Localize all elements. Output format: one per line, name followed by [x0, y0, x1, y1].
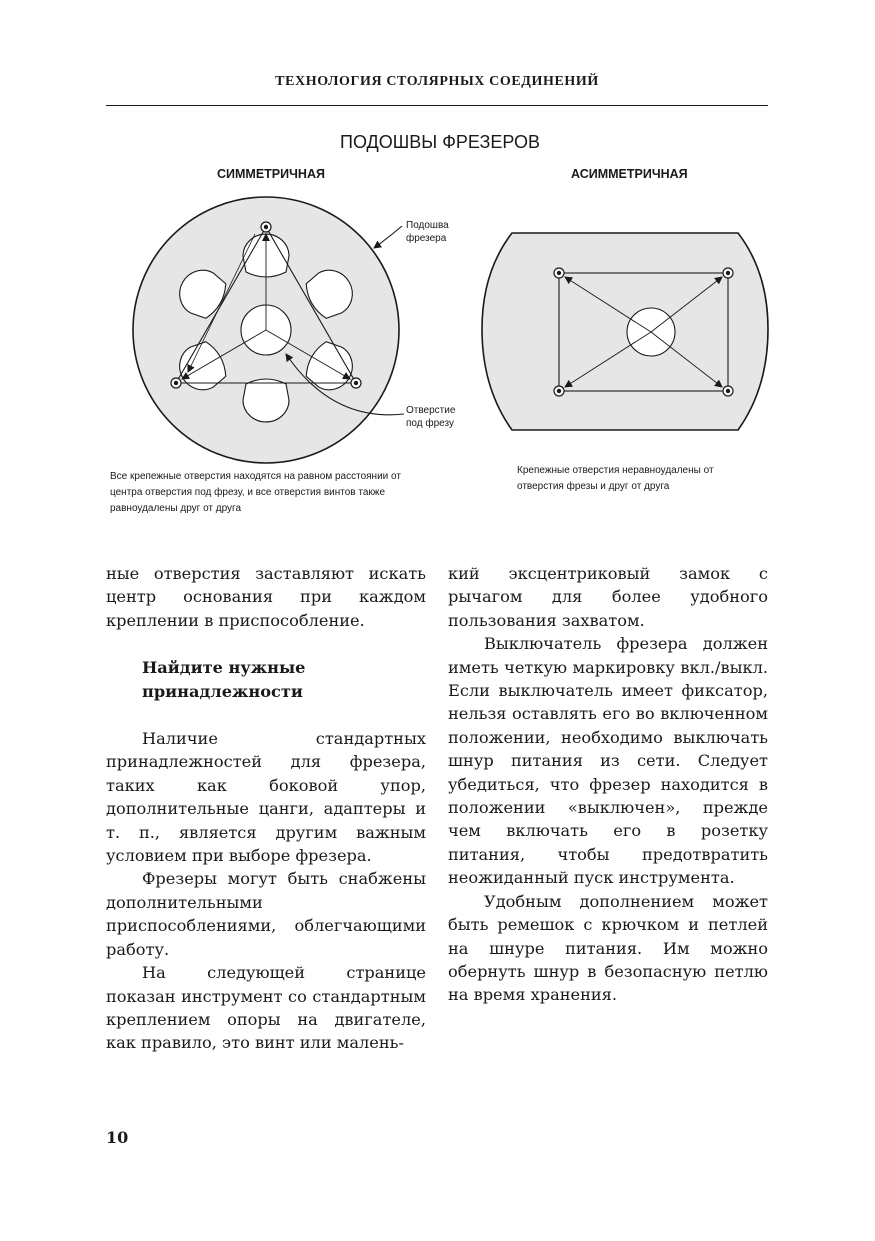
paragraph: Наличие стандартных принадлежностей для фрезера, таких как боковой упор, дополнительные цанги, адаптеры и т. п., является другим важным условием при выборе фрезера.	[106, 729, 426, 866]
callout-hole-line-1: Отверстие	[406, 405, 456, 416]
symmetric-caption-line-1: Все крепежные отверстия находятся на равном расстоянии от	[110, 471, 401, 482]
symmetric-caption-line-3: равноудалены друг от друга	[110, 503, 242, 514]
screw-hole-left	[171, 378, 181, 388]
callout-hole-line-2: под фрезу	[406, 418, 454, 429]
text-column-left	[106, 562, 426, 1055]
asymmetric-caption	[517, 463, 714, 495]
section-heading-line-2: принадлежности	[142, 681, 303, 701]
screw-hole-br	[723, 386, 733, 396]
page-number: 10	[106, 1128, 129, 1147]
screw-hole-top	[261, 222, 271, 232]
router-base-figure	[100, 120, 780, 535]
asymmetric-caption-line-1: Крепежные отверстия неравноудалены от	[517, 465, 714, 476]
symmetric-caption	[110, 469, 401, 517]
header-rule	[106, 105, 768, 106]
callout-base-line-2: фрезера	[406, 233, 447, 244]
symmetric-base	[133, 197, 404, 463]
running-title: ТЕХНОЛОГИЯ СТОЛЯРНЫХ СОЕДИНЕНИЙ	[275, 74, 599, 89]
asymmetric-base-outline	[482, 233, 768, 430]
paragraph: На следующей странице показан инструмент со стандартным креплением опоры на двигателе, как правило, это винт или малень-	[106, 963, 426, 1053]
screw-hole-right	[351, 378, 361, 388]
screw-hole-bl	[554, 386, 564, 396]
callout-base-line-1: Подошва	[406, 220, 449, 231]
section-heading-line-1: Найдите нужные	[142, 658, 306, 678]
asymmetric-base	[482, 233, 768, 430]
callout-router-base	[406, 219, 449, 245]
screw-hole-tl	[554, 268, 564, 278]
paragraph: Удобным дополнением может быть ремешок с крючком и петлей на шнуре питания. Им можно обернуть шнур в безопасную петлю на время хранения.	[448, 891, 768, 1005]
paragraph: Фрезеры могут быть снабжены дополнительными приспособлениями, облегчающими работу.	[106, 869, 426, 959]
paragraph: Выключатель фрезера должен иметь четкую маркировку вкл./выкл. Если выключатель имеет фиксатор, нельзя оставлять его во включенном положении, необходимо выключать шнур питания из сети. Следует убедиться, что фрезер находится в положении «выключен», прежде чем включать его в розетку питания, чтобы предотвратить неожиданный пуск инструмента.	[448, 634, 768, 888]
callout-bit-hole	[406, 404, 455, 430]
asymmetric-caption-line-2: отверстия фрезы и друг от друга	[517, 481, 670, 492]
lobe-bottom	[243, 379, 289, 422]
section-heading	[142, 656, 426, 703]
symmetric-caption-line-2: центра отверстия под фрезу, и все отверстия винтов также	[110, 487, 386, 498]
symmetric-label: СИММЕТРИЧНАЯ	[217, 167, 325, 181]
paragraph: ные отверстия заставляют искать центр основания при каждом креплении в приспособление.	[106, 564, 426, 630]
screw-hole-tr	[723, 268, 733, 278]
paragraph: кий эксцентриковый замок с рычагом для более удобного пользования захватом.	[448, 564, 768, 630]
callout-arrow-base	[374, 226, 402, 248]
text-column-right	[448, 562, 768, 1007]
figure-title: ПОДОШВЫ ФРЕЗЕРОВ	[340, 132, 540, 152]
asymmetric-label: АСИММЕТРИЧНАЯ	[571, 167, 688, 181]
